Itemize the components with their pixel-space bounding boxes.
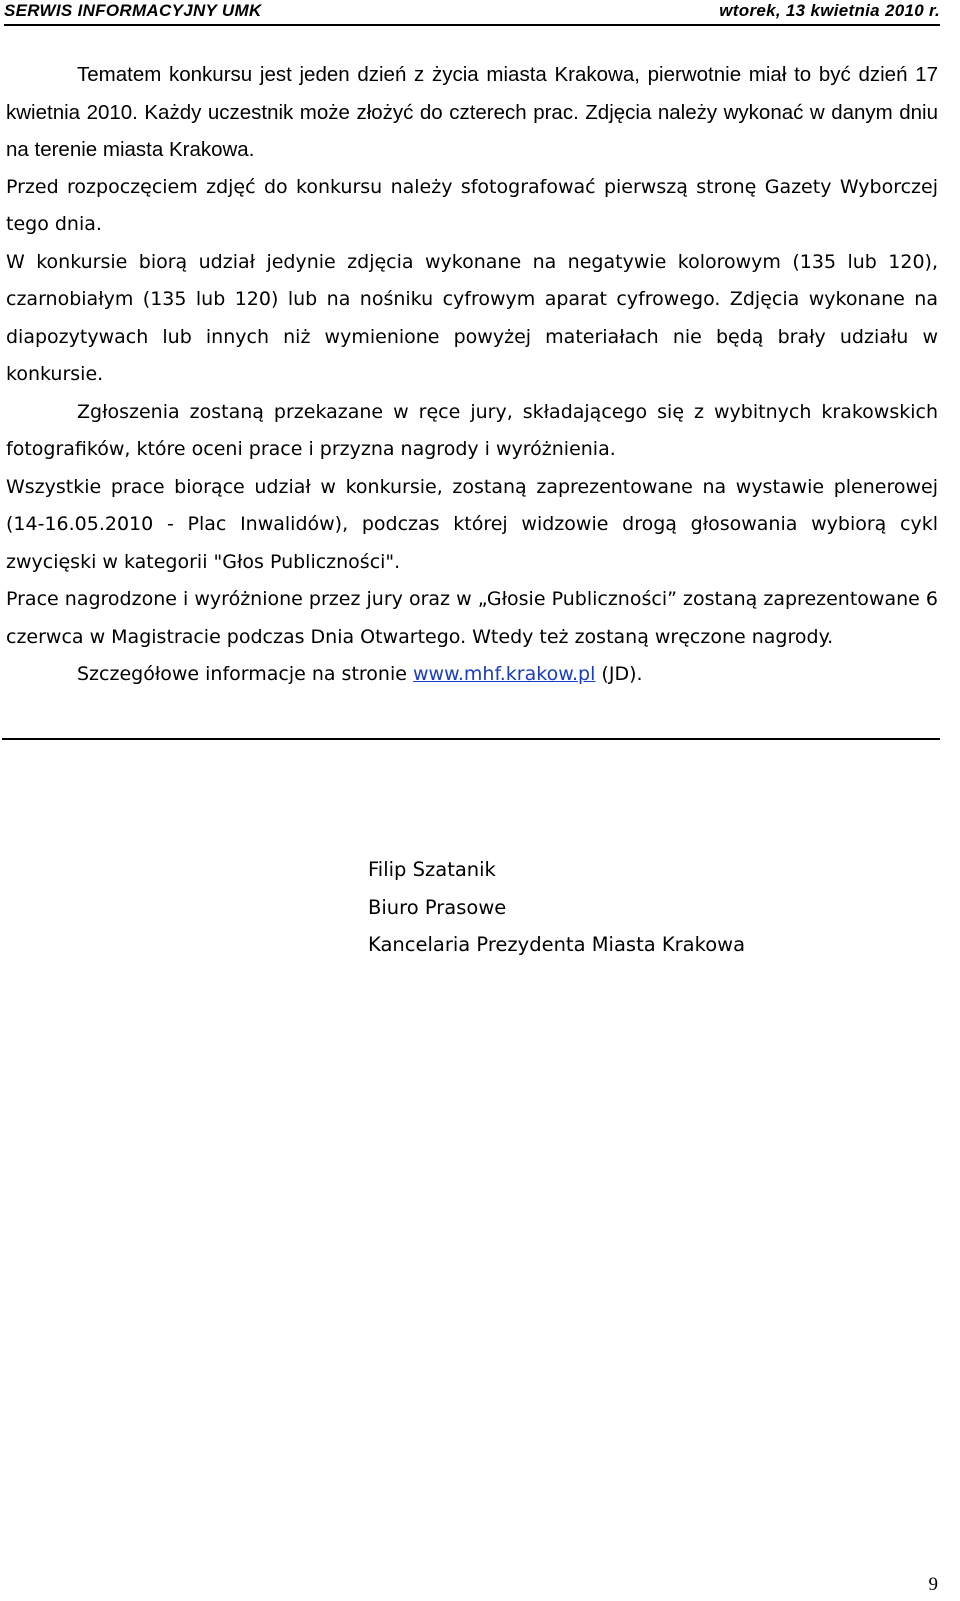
signature-block	[368, 851, 745, 964]
header-title: SERWIS INFORMACYJNY UMK	[4, 1, 262, 20]
page-header	[4, 0, 940, 26]
paragraph-gazeta: Przed rozpoczęciem zdjęć do konkursu należy sfotografować pierwszą stronę Gazety Wyborczej tego dnia.	[6, 175, 938, 235]
section-divider	[2, 738, 940, 740]
header-date: wtorek, 13 kwietnia 2010 r.	[719, 1, 940, 20]
info-line	[6, 656, 938, 694]
website-link[interactable]: www.mhf.krakow.pl	[412, 663, 596, 685]
signature-name: Filip Szatanik	[368, 858, 496, 881]
signature-office: Biuro Prasowe	[368, 895, 507, 919]
paragraph-exhibition: Wszystkie prace biorące udział w konkursie, zostaną zaprezentowane na wystawie plenerowej (14-16.05.2010 - Plac Inwalidów), podczas której widzowie drogą głosowania wybiorą cykl zwycięski w kategorii "Głos Publiczności".	[6, 475, 938, 573]
info-suffix: (JD).	[595, 663, 643, 685]
article-body	[6, 56, 938, 694]
paragraph-theme: Tematem konkursu jest jeden dzień z życia miasta Krakowa, pierwotnie miał to być dzień 17 kwietnia 2010. Każdy uczestnik może złożyć do czterech prac. Zdjęcia należy wykonać w danym dniu na terenie miasta Krakowa.	[6, 63, 938, 161]
paragraph-materials: W konkursie biorą udział jedynie zdjęcia wykonane na negatywie kolorowym (135 lub 120), czarnobiałym (135 lub 120) lub na nośniku cyfrowym aparat cyfrowego. Zdjęcia wykonane na diapozytywach lub innych niż wymienione powyżej materiałach nie będą brały udziału w konkursie.	[6, 250, 938, 385]
signature-institution: Kancelaria Prezydenta Miasta Krakowa	[368, 933, 746, 956]
paragraph-awards: Prace nagrodzone i wyróżnione przez jury oraz w „Głosie Publiczności” zostaną zaprezentowane 6 czerwca w Magistracie podczas Dnia Otwartego. Wtedy też zostaną wręczone nagrody.	[6, 588, 938, 648]
info-prefix: Szczegółowe informacje na stronie	[77, 663, 413, 685]
page-number: 9	[928, 1574, 938, 1595]
paragraph-jury: Zgłoszenia zostaną przekazane w ręce jury, składającego się z wybitnych krakowskich fotografików, które oceni prace i przyzna nagrody i wyróżnienia.	[6, 400, 938, 460]
